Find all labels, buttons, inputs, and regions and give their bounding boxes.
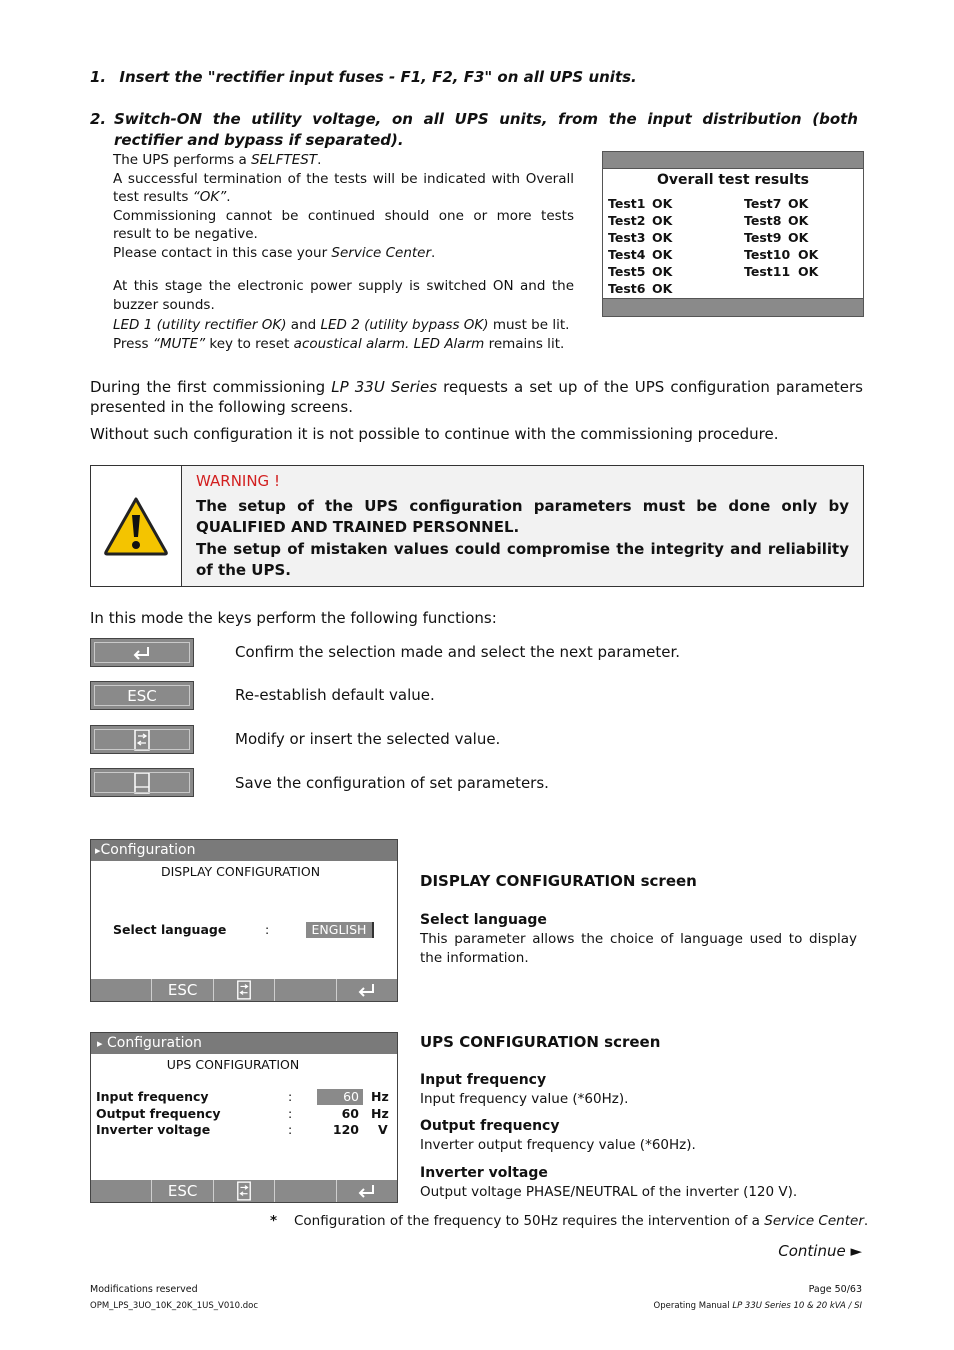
step-text: Switch-ON the utility voltage, on all UPS units, from the input distribution (both rectifier and bypass if separated). [114, 110, 858, 149]
intro-paragraph: During the first commissioning LP 33U Series requests a set up of the UPS configuration parameters presented in the following screens. [90, 378, 863, 416]
display-desc-param: Select language [420, 912, 547, 928]
test-row: Test4 OK [608, 247, 673, 262]
panel-top-bar [603, 152, 863, 169]
test-column-left [608, 195, 672, 297]
modify-icon [236, 1181, 252, 1201]
lcd-footer-blank [91, 979, 151, 1001]
modify-icon [236, 980, 252, 1000]
continue-label: Continue ► [778, 1242, 862, 1260]
lcd-colon: : [288, 1106, 293, 1121]
panel-title: Overall test results [657, 172, 809, 188]
test-results-panel [602, 151, 864, 317]
lcd-esc-button[interactable]: ESC [151, 1180, 212, 1202]
key-description: Re-establish default value. [235, 686, 435, 704]
footer-left-2: OPM_LPS_3UO_10K_20K_1US_V010.doc [90, 1301, 259, 1311]
lcd-row-label: Inverter voltage [96, 1122, 211, 1137]
lcd-row-label: Output frequency [96, 1106, 221, 1121]
selftest-paragraph: At this stage the electronic power supply is switched ON and the buzzer sounds. [113, 278, 574, 313]
selftest-paragraph: The UPS performs a SELFTEST. [113, 152, 322, 168]
lcd-footer-blank [274, 1180, 335, 1202]
ups-desc-text: Input frequency value (*60Hz). [420, 1091, 629, 1107]
key-description: Confirm the selection made and select the next parameter. [235, 643, 681, 661]
esc-label: ESC [127, 686, 157, 705]
warning-line: The setup of mistaken values could compromise the integrity and reliability of the UPS. [196, 539, 849, 579]
lcd-enter-button[interactable] [336, 1180, 397, 1202]
step-text: Insert the "rectifier input fuses - F1, F2, F3" on all UPS units. [119, 68, 637, 86]
enter-icon [357, 982, 377, 998]
test-row: Test8 OK [744, 213, 809, 228]
inverter-voltage-field[interactable]: 120 [332, 1122, 359, 1137]
menu-arrow-icon: ▸ [95, 844, 101, 857]
modify-key-button[interactable] [90, 725, 194, 754]
enter-icon [132, 645, 152, 661]
lcd-label: Select language [113, 922, 227, 937]
footer-left-1: Modifications reserved [90, 1284, 198, 1295]
lcd-unit: Hz [371, 1106, 389, 1121]
footer-page: Page 50/63 [808, 1284, 862, 1295]
selftest-paragraph: Press “MUTE” key to reset acoustical alarm. LED Alarm remains lit. [113, 335, 565, 352]
lcd-footer [91, 979, 397, 1001]
warning-icon-cell [91, 466, 182, 586]
lcd-unit: Hz [371, 1089, 389, 1104]
footnote-text: Configuration of the frequency to 50Hz requires the intervention of a Service Center. [294, 1213, 869, 1229]
selftest-paragraph: A successful termination of the tests will be indicated with Overall test results “OK”. [113, 170, 574, 205]
display-desc-title: DISPLAY CONFIGURATION screen [420, 872, 697, 890]
input-frequency-field[interactable]: 60 [317, 1089, 363, 1105]
warning-box [90, 465, 864, 587]
warning-text [182, 466, 863, 586]
lcd-row-label: Input frequency [96, 1089, 209, 1104]
test-row: Test9 OK [744, 230, 809, 245]
output-frequency-field[interactable]: 60 [341, 1106, 359, 1121]
step-number: 2. [90, 110, 107, 128]
lcd-heading: UPS CONFIGURATION [166, 1057, 300, 1072]
lcd-colon: : [288, 1089, 293, 1104]
test-row: Test6 OK [608, 281, 673, 296]
selftest-paragraph: Please contact in this case your Service Center. [113, 244, 436, 261]
test-row: Test2 OK [608, 213, 673, 228]
footer-right: Operating Manual LP 33U Series 10 & 20 kVA / SI [653, 1301, 862, 1311]
ups-desc-text: Inverter output frequency value (*60Hz). [420, 1137, 696, 1153]
step-2 [90, 109, 858, 151]
save-key-button[interactable] [90, 768, 194, 797]
warning-title: WARNING ! [196, 472, 280, 490]
test-row: Test5 OK [608, 264, 673, 279]
step-number: 1. [90, 68, 107, 86]
enter-icon [357, 1183, 377, 1199]
menu-arrow-icon: ▸ [97, 1037, 103, 1050]
display-config-screen [90, 839, 398, 1002]
lcd-unit: V [378, 1122, 388, 1137]
selftest-text [113, 151, 574, 353]
lcd-colon: : [265, 922, 270, 937]
key-description: Save the configuration of set parameters. [235, 774, 549, 792]
warning-line: The setup of the UPS configuration parameters must be done only by QUALIFIED AND TRAINED PERSONNEL. [196, 496, 849, 536]
lcd-colon: : [288, 1122, 293, 1137]
lcd-footer-blank [91, 1180, 151, 1202]
warning-triangle-icon [103, 496, 169, 556]
lcd-footer [91, 1180, 397, 1202]
lcd-modify-button[interactable] [213, 979, 274, 1001]
lcd-esc-button[interactable]: ESC [151, 979, 212, 1001]
selftest-paragraph: Commissioning cannot be continued should one or more tests result to be negative. [113, 207, 574, 242]
test-row: Test11 OK [744, 264, 819, 279]
lcd-modify-button[interactable] [213, 1180, 274, 1202]
ups-desc-text: Output voltage PHASE/NEUTRAL of the inverter (120 V). [420, 1184, 798, 1200]
selftest-paragraph: LED 1 (utility rectifier OK) and LED 2 (utility bypass OK) must be lit. [113, 317, 570, 333]
keys-intro: In this mode the keys perform the following functions: [90, 609, 497, 627]
test-row: Test3 OK [608, 230, 673, 245]
display-desc-text: This parameter allows the choice of language used to display the information. [420, 931, 857, 966]
ups-desc-param: Input frequency [420, 1072, 547, 1088]
esc-key-button[interactable] [90, 681, 194, 710]
modify-icon [133, 729, 151, 751]
test-row: Test7 OK [744, 196, 809, 211]
lcd-menu-bar: ▸ Configuration [91, 1033, 397, 1054]
test-column-right [744, 195, 818, 280]
save-icon [133, 772, 151, 794]
key-description: Modify or insert the selected value. [235, 730, 501, 748]
lcd-heading: DISPLAY CONFIGURATION [160, 864, 321, 879]
footnote-mark: * [270, 1213, 278, 1229]
step-1 [90, 68, 860, 86]
test-row: Test10 OK [744, 247, 819, 262]
language-select[interactable]: ENGLISH [306, 922, 374, 938]
ups-desc-param: Inverter voltage [420, 1165, 548, 1181]
ups-desc-title: UPS CONFIGURATION screen [420, 1033, 661, 1051]
test-row: Test1 OK [608, 196, 673, 211]
lcd-footer-blank [274, 979, 335, 1001]
enter-key-button[interactable] [90, 638, 194, 667]
lcd-enter-button[interactable] [336, 979, 397, 1001]
intro-paragraph-2: Without such configuration it is not possible to continue with the commissioning procedure. [90, 425, 779, 443]
lcd-menu-bar: ▸Configuration [91, 840, 397, 861]
panel-bottom-bar [603, 298, 863, 316]
ups-config-screen [90, 1032, 398, 1203]
ups-desc-param: Output frequency [420, 1118, 560, 1134]
